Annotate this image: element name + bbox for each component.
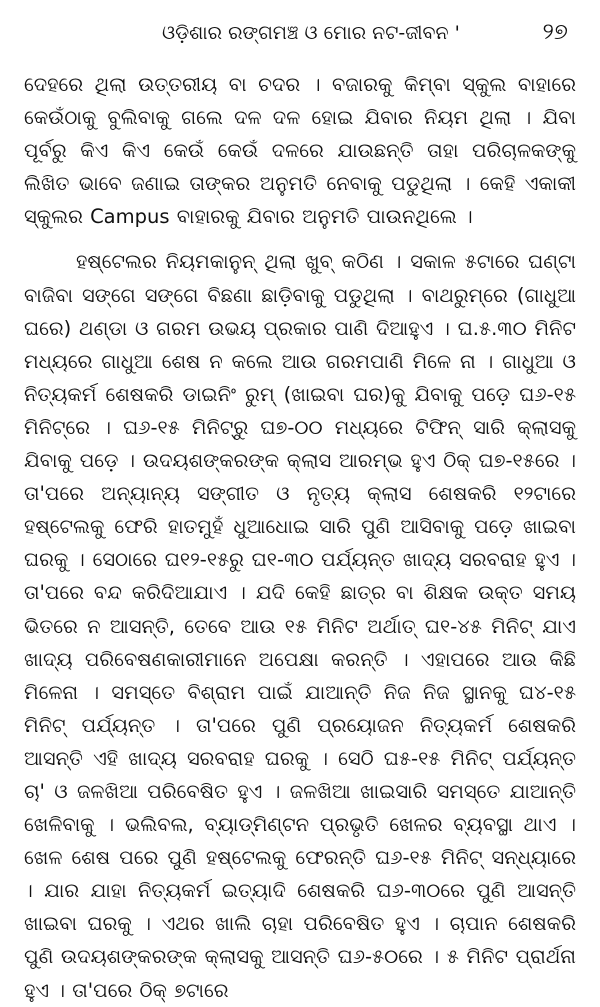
- body-text: [24, 68, 576, 1007]
- page-number: ୨୭: [542, 19, 568, 45]
- running-header: [22, 16, 578, 50]
- header-title: ଓଡ଼ିଶାର ରଙ୍ଗମଞ୍ଚ ଓ ମୋର ନଟ-ଜୀବନ ': [162, 22, 460, 44]
- paragraph-continuation: ଦେହରେ ଥିଲା ଉତ୍ତରୀୟ ବା ଚଦର । ବଜାରକୁ କିମ୍ବା ସ୍କୁଲ ବାହାରେ କେଉଁଠାକୁ ବୁଲିବାକୁ ଗଲେ ଦଳ ଦଳ ହୋଇ ଯିବାର ନିୟମ ଥିଲା । ଯିବା ପୂର୍ବରୁ କିଏ କିଏ କେଉଁ କେଉଁ ଦଳରେ ଯାଉଛନ୍ତି ତାହା ପରିଚାଳକଙ୍କୁ ଲିଖିତ ଭାବେ ଜଣାଇ ତାଙ୍କର ଅନୁମତି ନେବାକୁ ପଡୁଥିଲା । କେହି ଏକାକୀ ସ୍କୁଲର Campus ବାହାରକୁ ଯିବାର ଅନୁମତି ପାଉନଥିଲେ ।: [24, 73, 576, 229]
- paragraph-hostel-rules: ହଷ୍ଟେଲର ନିୟମକାନୁନ୍ ଥିଲା ଖୁବ୍ କଠିଣ । ସକାଳ ୫ଟାରେ ଘଣ୍ଟା ବାଜିବା ସଙ୍ଗେ ସଙ୍ଗେ ବିଛଣା ଛାଡ଼ିବାକୁ ପଡୁଥିଲା । ବାଥରୁମ୍‌ରେ (ଗାଧୁଆ ଘରେ) ଥଣ୍ଡା ଓ ଗରମ ଉଭୟ ପ୍ରକାର ପାଣି ଦିଆହୁଏ । ଘ.୫.୩୦ ମିନିଟ ମଧ୍ୟରେ ଗାଧୁଆ ଶେଷ ନ କଲେ ଆଉ ଗରମପାଣି ମିଳେ ନା । ଗାଧୁଆ ଓ ନିତ୍ୟକର୍ମ ଶେଷକରି ଡାଇନିଂ ରୁମ୍ (ଖାଇବା ଘର)କୁ ଯିବାକୁ ପଡ଼େ ଘ୬-୧୫ ମିନିଟ୍‌ରେ । ଘ୬-୧୫ ମିନିଟ୍‌ରୁ ଘ୭-୦୦ ମଧ୍ୟରେ ଟିଫିନ୍ ସାରି କ୍ଲାସକୁ ଯିବାକୁ ପଡ଼େ । ଉଦୟଶଙ୍କରଙ୍କ କ୍ଲାସ ଆରମ୍ଭ ହୁଏ ଠିକ୍ ଘ୭-୧୫ରେ । ତା'ପରେ ଅନ୍ୟାନ୍ୟ ସଙ୍ଗୀତ ଓ ନୃତ୍ୟ କ୍ଲାସ ଶେଷକରି ୧୨ଟାରେ ହଷ୍ଟେଲକୁ ଫେରି ହାତମୁହଁ ଧୁଆଧୋଇ ସାରି ପୁଣି ଆସିବାକୁ ପଡ଼େ ଖାଇବା ଘରକୁ । ସେଠାରେ ଘ୧୨-୧୫ରୁ ଘ୧-୩୦ ପର୍ଯ୍ୟନ୍ତ ଖାଦ୍ୟ ସରବରାହ ହୁଏ । ତା'ପରେ ବନ୍ଦ କରିଦିଆଯାଏ । ଯଦି କେହି ଛାତ୍ର ବା ଶିକ୍ଷକ ଉକ୍ତ ସମୟ ଭିତରେ ନ ଆସନ୍ତି, ତେବେ ଆଉ ୧୫ ମିନିଟ ଅର୍ଥାତ୍ ଘ୧-୪୫ ମିନିଟ୍ ଯାଏ ଖାଦ୍ୟ ପରିବେଷଣକାରୀମାନେ ଅପେକ୍ଷା କରନ୍ତି । ଏହାପରେ ଆଉ କିଛି ମିଳେନା । ସମସ୍ତେ ବିଶ୍ରାମ ପାଇଁ ଯାଆନ୍ତି ନିଜ ନିଜ ସ୍ଥାନକୁ ଘ୪-୧୫ ମିନିଟ୍ ପର୍ଯ୍ୟନ୍ତ । ତା'ପରେ ପୁଣି ପ୍ରୟୋଜନ ନିତ୍ୟକର୍ମ ଶେଷକରି ଆସନ୍ତି ଏହି ଖାଦ୍ୟ ସରବରାହ ଘରକୁ । ସେଠି ଘ୫-୧୫ ମିନିଟ୍ ପର୍ଯ୍ୟନ୍ତ ଚା' ଓ ଜଳଖିଆ ପରିବେଷିତ ହୁଏ । ଜଳଖିଆ ଖାଇସାରି ସମସ୍ତେ ଯାଆନ୍ତି ଖେଳିବାକୁ । ଭଲିବଲ, ବ୍ୟାଡ୍‌ମିଣ୍ଟନ ପ୍ରଭୃତି ଖେଳର ବ୍ୟବସ୍ଥା ଥାଏ । ଖେଳ ଶେଷ ପରେ ପୁଣି ହଷ୍ଟେଲକୁ ଫେରନ୍ତି ଘ୬-୧୫ ମିନିଟ୍ ସନ୍ଧ୍ୟାରେ । ଯାର ଯାହା ନିତ୍ୟକର୍ମ ଇତ୍ୟାଦି ଶେଷକରି ଘ୬-୩୦ରେ ପୁଣି ଆସନ୍ତି ଖାଇବା ଘରକୁ । ଏଥର ଖାଲି ଚାହା ପରିବେଷିତ ହୁଏ । ଚାପାନ ଶେଷକରି ପୁଣି ଉଦୟଶଙ୍କରଙ୍କ କ୍ଲାସକୁ ଆସନ୍ତି ଘ୬-୫୦ରେ । ୫ ମିନିଟ ପ୍ରାର୍ଥନା ହୁଏ । ତା'ପରେ ଠିକ୍ ୭ଟାରେ: [24, 250, 576, 1002]
